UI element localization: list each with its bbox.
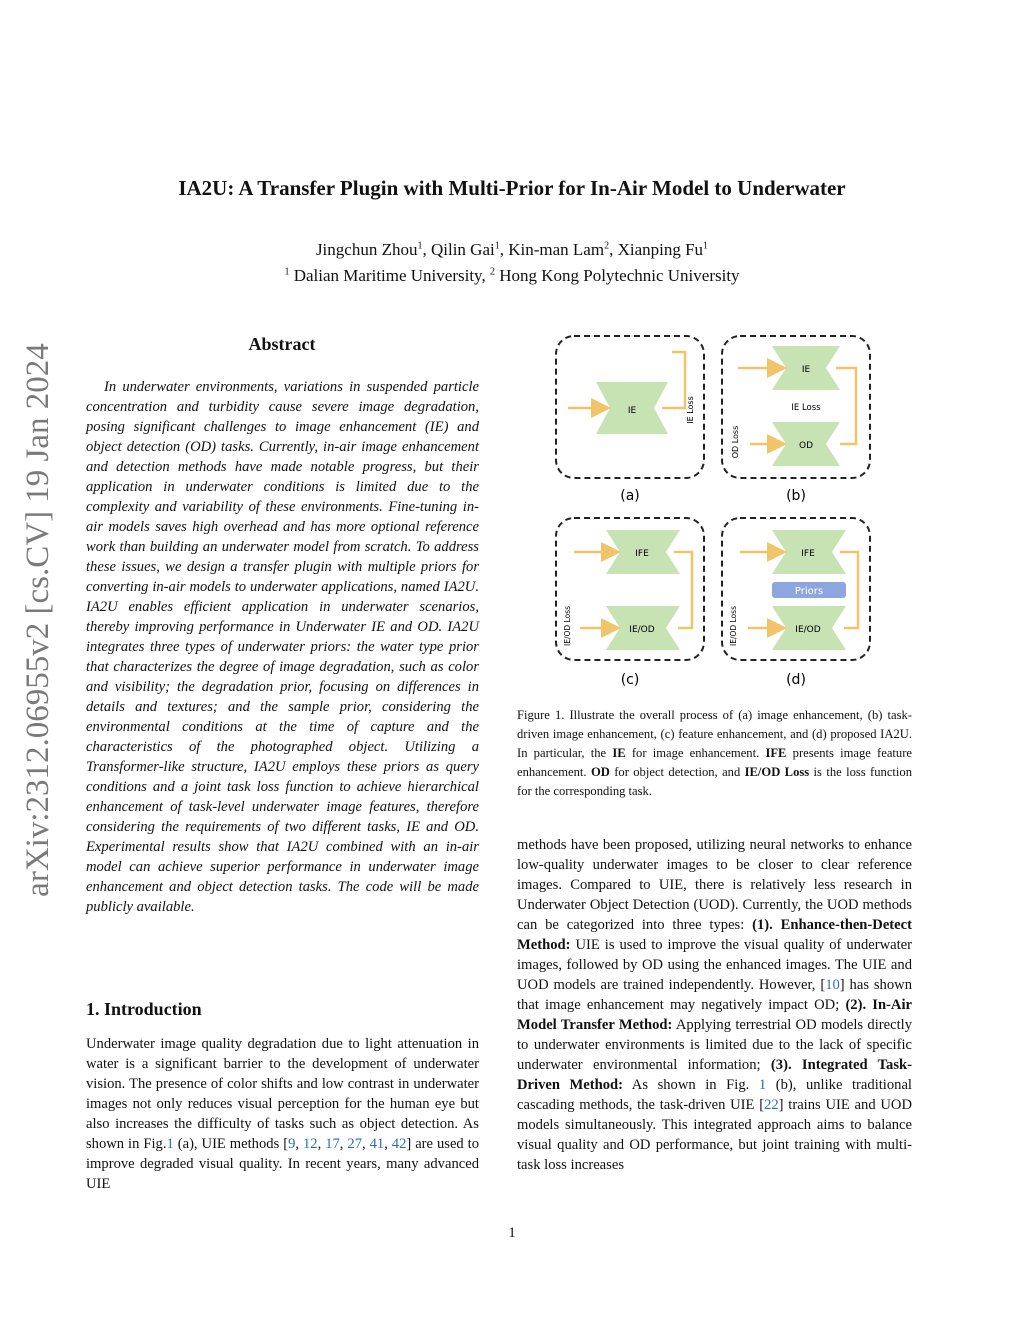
panel-label-a: (a) [620, 488, 640, 504]
paper-title: IA2U: A Transfer Plugin with Multi-Prior for In-Air Model to Underwater [178, 176, 846, 200]
figure-1-caption: Figure 1. Illustrate the overall process of (a) image enhancement, (b) task-driven image enhancement, (c) feature enhancement, and (d) proposed IA2U. In particular, the IE for image enhancement. IFE presents image feature enhancement. OD for object detection, and IE/OD Loss is the loss function for the corresponding task. [517, 708, 913, 798]
svg-text:IFE: IFE [801, 549, 815, 559]
svg-text:Priors: Priors [794, 586, 824, 597]
abstract-heading: Abstract [248, 334, 316, 354]
figure-1-diagram [550, 330, 880, 695]
affiliations: $^1$ Dalian Maritime University, $^2$ Hong Kong Polytechnic University [284, 266, 740, 285]
svg-text:IFE: IFE [635, 549, 649, 559]
author: Qilin Gai [430, 240, 495, 259]
section-heading-introduction: 1. Introduction [86, 999, 202, 1019]
svg-text:OD Loss: OD Loss [731, 425, 740, 459]
svg-text:IE Loss: IE Loss [686, 396, 695, 424]
right-column-paragraph: methods have been proposed, utilizing neural networks to enhance low-quality underwater images to be closer to clear reference images. Compared to UIE, there is relatively less research in Underwater Object Detection (UOD). Currently, the UOD methods can be categorized into three types: (1). Enhance-then-Detect Method: UIE is used to improve the visual quality of underwater images, followed by OD using the enhanced images. The UIE and UOD models are trained independently. However, [10] has shown that image enhancement may negatively impact OD; (2). In-Air Model Transfer Method: Applying terrestrial OD models directly to underwater environments is limited due to the lack of specific underwater environmental information; (3). Integrated Task-Driven Method: As shown in Fig. 1 (b), unlike traditional cascading methods, the task-driven UIE [22] trains UIE and UOD models simultaneously. This integrated approach aims to balance visual quality and OD performance, but joint training with multi-task loss increases [517, 837, 913, 1173]
panel-label-b: (b) [786, 488, 806, 504]
citation-link[interactable]: 42 [391, 1136, 407, 1152]
citation-link[interactable]: 27 [347, 1136, 362, 1152]
citation-link[interactable]: 41 [369, 1136, 385, 1152]
arxiv-identifier: arXiv:2312.06955v2 [cs.CV] 19 Jan 2024 [20, 343, 56, 897]
affiliation: Dalian Maritime University [293, 266, 482, 285]
panel-label-c: (c) [620, 672, 640, 688]
svg-text:IE/OD: IE/OD [795, 625, 821, 635]
citation-link[interactable]: 9 [288, 1136, 296, 1152]
author: Jingchun Zhou [315, 240, 418, 259]
citation-link[interactable]: 12 [302, 1136, 318, 1152]
panel-label-d: (d) [786, 672, 806, 688]
citation-link[interactable]: 17 [325, 1136, 340, 1152]
svg-text:IE: IE [801, 365, 811, 375]
abstract-text: In underwater environments, variations in suspended particle concentration and turbidity cause severe image degradation, posing significant challenges to image enhancement (IE) and object detection (OD) tasks. Currently, in-air image enhancement and detection methods have made notable progress, but their application in underwater conditions is limited due to the complexity and variability of these environments. Fine-tuning in-air models saves high overhead and has more optional reference work than building an underwater model from scratch. To address these issues, we design a transfer plugin with multiple priors for converting in-air models to underwater applications, named IA2U. IA2U enables efficient application in underwater scenarios, thereby improving performance in Underwater IE and OD. IA2U integrates three types of underwater priors: the water type prior that characterizes the degree of image degradation, such as color and visibility; the degradation prior, focusing on differences in details and textures; and the sample prior, considering the environmental conditions at the time of capture and the characteristics of the photographed object. Utilizing a Transformer-like structure, IA2U employs these priors as query conditions and a joint task loss function to achieve hierarchical enhancement of task-level underwater image features, therefore considering the requirements of two different tasks, IE and OD. Experimental results show that IA2U combined with an in-air model can achieve superior performance in underwater image enhancement and object detection tasks. The code will be made publicly available. [86, 379, 479, 915]
page-number: 1 [508, 1225, 516, 1241]
svg-text:IE/OD Loss: IE/OD Loss [729, 606, 738, 646]
figure-reference-link[interactable]: 1 [166, 1136, 174, 1152]
citation-link[interactable]: 10 [825, 977, 840, 993]
introduction-paragraph: Underwater image quality degradation due to light attenuation in water is a significant barrier to the development of underwater vision. The presence of color shifts and low contrast in underwater images not only reduces visual perception for the human eye but also increases the difficulty of tasks such as object detection. As shown in Fig.1 (a), UIE methods [9, 12, 17, 27, 41, 42] are used to improve degraded visual quality. In recent years, many advanced UIE [86, 1036, 480, 1192]
author-list: Jingchun Zhou$^1$, Qilin Gai$^1$, Kin-man Lam$^2$, Xianping Fu$^1$ [315, 240, 709, 259]
svg-text:IE: IE [627, 406, 637, 416]
citation-link[interactable]: 22 [764, 1097, 779, 1113]
svg-text:IE Loss: IE Loss [791, 403, 821, 413]
figure-reference-link[interactable]: 1 [758, 1077, 767, 1093]
affiliation: Hong Kong Polytechnic University [499, 266, 740, 285]
svg-text:IE/OD Loss: IE/OD Loss [563, 606, 572, 646]
author: Kin-man Lam [508, 240, 605, 259]
svg-text:OD: OD [798, 441, 814, 451]
author: Xianping Fu [617, 240, 704, 259]
svg-text:IE/OD: IE/OD [629, 625, 655, 635]
